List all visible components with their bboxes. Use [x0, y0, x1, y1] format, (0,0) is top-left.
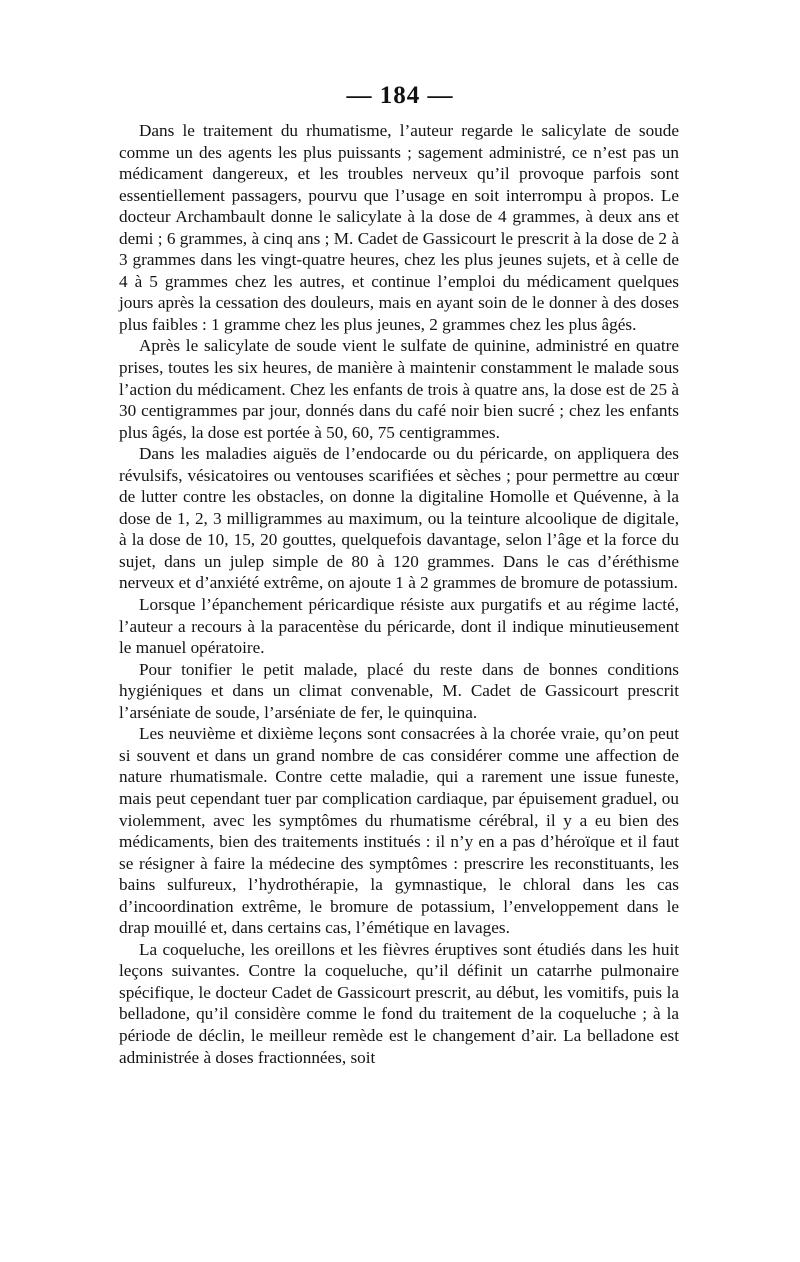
- paragraph-endocarde: Dans les maladies aiguës de l’endocarde ou du péricarde, on appliquera des révulsifs, vésicatoires ou ventouses scarifiées et sèches ; pour permettre au cœur de lutter contre les obstacles, on donne la digitaline Homolle et Quévenne, à la dose de 1, 2, 3 milligrammes au maximum, ou la teinture alcoolique de digitale, à la dose de 10, 15, 20 gouttes, quelquefois davantage, selon l’âge et la force du sujet, dans un julep simple de 80 à 120 grammes. Dans le cas d’éréthisme nerveux et d’anxiété extrême, on ajoute 1 à 2 grammes de bromure de potassium.: [119, 444, 679, 593]
- paragraph-quinine: Après le salicylate de soude vient le sulfate de quinine, administré en quatre prises, toutes les six heures, de manière à maintenir constamment le malade sous l’action du médicament. Chez les enfants de trois à quatre ans, la dose est de 25 à 30 centigrammes par jour, donnés dans du café noir bien sucré ; chez les enfants plus âgés, la dose est portée à 50, 60, 75 centigrammes.: [119, 336, 679, 442]
- page-number: — 184 —: [346, 82, 454, 109]
- paragraph-salicylate: Dans le traitement du rhumatisme, l’auteur regarde le salicylate de soude comme un des agents les plus puissants ; sagement administré, ce n’est pas un médicament dangereux, et les troubles nerveux qu’il provoque parfois sont essentiellement passagers, pourvu que l’usage en soit interrompu à propos. Le docteur Archambault donne le salicylate à la dose de 4 grammes, à deux ans et demi ; 6 grammes, à cinq ans ; M. Cadet de Gassicourt le prescrit à la dose de 2 à 3 grammes dans les vingt-quatre heures, chez les plus jeunes sujets, et à celle de 4 à 5 grammes chez les autres, et continue l’emploi du médicament quelques jours après la cessation des douleurs, mais en ayant soin de le donner à des doses plus faibles : 1 gramme chez les plus jeunes, 2 grammes chez les plus âgés.: [119, 121, 679, 334]
- paragraph-paracentese: Lorsque l’épanchement péricardique résiste aux purgatifs et au régime lacté, l’auteur a recours à la paracentèse du péricarde, dont il indique minutieusement le manuel opératoire.: [119, 595, 679, 658]
- body-text: [119, 120, 679, 1068]
- paragraph-coqueluche: La coqueluche, les oreillons et les fièvres éruptives sont étudiés dans les huit leçons suivantes. Contre la coqueluche, qu’il définit un catarrhe pulmonaire spécifique, le docteur Cadet de Gassicourt prescrit, au début, les vomitifs, puis la belladone, qu’il considère comme le fond du traitement de la coqueluche ; à la période de déclin, le meilleur remède est le changement d’air. La belladone est administrée à doses fractionnées, soit: [119, 939, 679, 1067]
- paragraph-choree: Les neuvième et dixième leçons sont consacrées à la chorée vraie, qu’on peut si souvent et dans un grand nombre de cas considérer comme une affection de nature rhumatismale. Contre cette maladie, qui a rarement une issue funeste, mais peut cependant tuer par complication cardiaque, par épuisement graduel, ou violemment, avec les symptômes du rhumatisme cérébral, il y a eu bien des médicaments, bien des traitements institués : il n’y en a pas d’héroïque et il faut se résigner à faire la médecine des symptômes : prescrire les reconstituants, les bains sulfureux, l’hydrothérapie, la gymnastique, le chloral dans les cas d’incoordination extrême, le bromure de potassium, l’enveloppement dans le drap mouillé et, dans certains cas, l’émétique en lavages.: [119, 724, 679, 938]
- paragraph-tonifier: Pour tonifier le petit malade, placé du reste dans de bonnes conditions hygiéniques et dans un climat convenable, M. Cadet de Gassicourt prescrit l’arséniate de soude, l’arséniate de fer, le quinquina.: [119, 659, 679, 722]
